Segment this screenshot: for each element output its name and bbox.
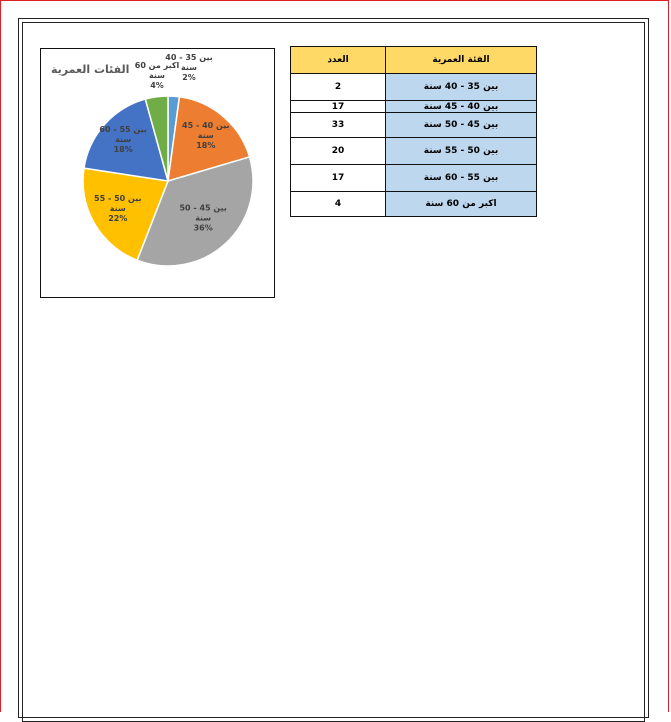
row-count: 17: [291, 101, 386, 113]
pie-slice-label: بين 55 - 60 سنة 18%: [99, 125, 147, 155]
row-count: 17: [291, 165, 386, 192]
row-category: بين 50 - 55 سنة: [386, 138, 537, 165]
pie-slice-label: بين 35 - 40 سنة 2%: [165, 53, 213, 82]
table-row: [291, 165, 537, 192]
age-pie-chart[interactable]: [40, 48, 275, 298]
pie-slice-label: بين 40 - 45 سنة 18%: [182, 120, 230, 150]
row-count: 20: [291, 138, 386, 165]
table-row: [291, 74, 537, 101]
row-category: بين 55 - 60 سنة: [386, 165, 537, 192]
row-category: اكبر من 60 سنة: [386, 192, 537, 217]
pie-chart-svg: [41, 49, 274, 297]
pie-slice-label: اكبر من 60 سنة 4%: [134, 61, 180, 90]
row-count: 33: [291, 113, 386, 138]
age-groups-table: [290, 46, 537, 217]
row-category: بين 45 - 50 سنة: [386, 113, 537, 138]
table-header-row: [291, 47, 537, 74]
header-count: العدد: [291, 47, 386, 74]
row-count: 2: [291, 74, 386, 101]
pie-slice-label: بين 50 - 55 سنة 22%: [94, 194, 142, 223]
row-count: 4: [291, 192, 386, 217]
row-category: بين 35 - 40 سنة: [386, 74, 537, 101]
pie-slice-label: بين 45 - 50 سنة 36%: [179, 203, 227, 233]
table-row: [291, 101, 537, 113]
header-age-group: الفئة العمرية: [386, 47, 537, 74]
table-row: [291, 138, 537, 165]
chart-title: الفئات العمرية: [51, 63, 130, 76]
table-row: [291, 192, 537, 217]
table-row: [291, 113, 537, 138]
row-category: بين 40 - 45 سنة: [386, 101, 537, 113]
